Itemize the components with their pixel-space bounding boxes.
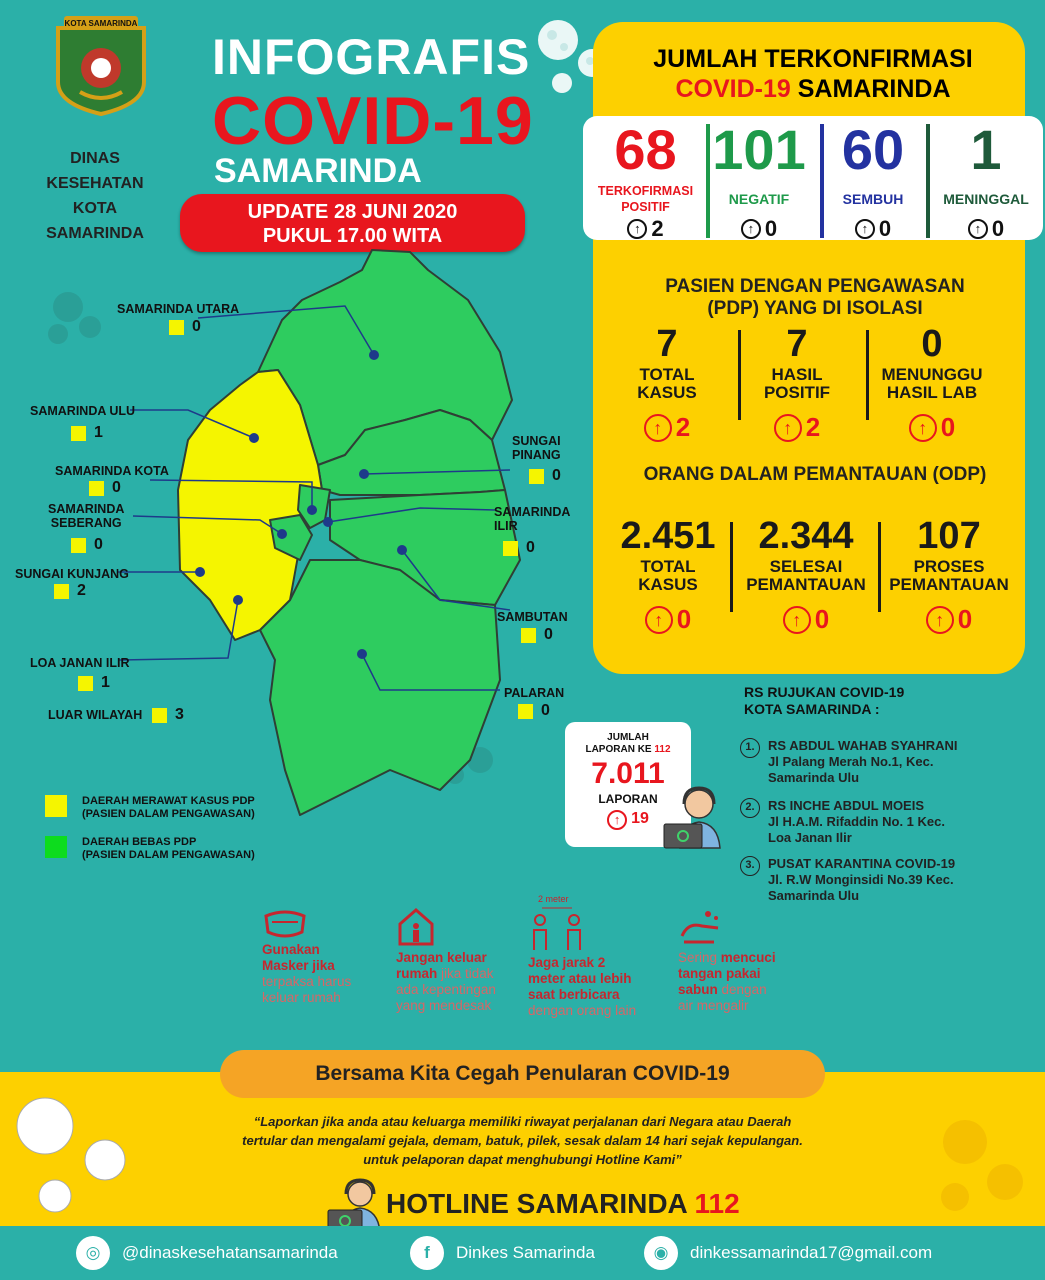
hand-wash-icon [678,906,722,946]
tip-mask: Gunakan Masker jika terpaksa harus keluar rumah [262,942,352,1005]
arrow-up-icon: ↑ [644,414,672,442]
district-label: LUAR WILAYAH [48,708,143,722]
virus-decoration-icon [925,1112,1035,1222]
district-label: SAMARINDA UTARA [117,302,240,316]
district-value: 2 [54,582,86,600]
report-count-box: JUMLAH LAPORAN KE 112 7.011 LAPORAN ↑ 19 [565,722,691,847]
footer-quote: “Laporkan jika anda atau keluarga memiliki riwayat perjalanan dari Negara atau Daerah tertular dan mengalami gejala, demam, batuk, pilek, sesak dalam 14 hari sejak kepulangan. untuk pelaporan dapat menghubungi Hotline Kami” [242,1114,803,1167]
district-value: 0 [529,467,561,485]
arrow-up-icon: ↑ [855,219,875,239]
district-value: 0 [71,536,103,554]
odp-total: 2.451 TOTAL KASUS ↑ 0 [620,515,716,634]
hotline-label: HOTLINE SAMARINDA 112 [386,1188,740,1219]
arrow-up-icon: ↑ [909,414,937,442]
legend-label: DAERAH BEBAS PDP (PASIEN DALAM PENGAWASAN) [82,836,255,861]
email-link[interactable]: ◉ dinkessamarinda17@gmail.com [644,1236,932,1270]
arrow-up-icon: ↑ [645,606,673,634]
stat-negative: 101 NEGATIF ↑ 0 [712,118,806,241]
email-icon: ◉ [644,1236,678,1270]
district-value: 3 [152,706,184,724]
pdp-positive: 7 HASIL POSITIF ↑ 2 [763,323,831,442]
district-value: 0 [169,318,201,336]
facebook-icon: f [410,1236,444,1270]
hospital-item: 3. PUSAT KARANTINA COVID-19 Jl. R.W Monginsidi No.39 Kec. Samarinda Ulu [740,856,955,904]
district-label: SUNGAI KUNJANG [15,567,129,581]
agency-name: DINAS KESEHATAN KOTA SAMARINDA [46,150,144,242]
mask-icon [262,906,308,942]
district-label: PALARAN [504,686,565,700]
instagram-icon: ◎ [76,1236,110,1270]
district-label: LOA JANAN ILIR [30,656,130,670]
district-label: SAMBUTAN [497,610,568,624]
odp-finished: 2.344 SELESAI PEMANTAUAN ↑ 0 [746,515,866,634]
title-covid: COVID-19 [212,83,534,159]
legend-swatch-yellow [45,795,67,817]
arrow-up-icon: ↑ [968,219,988,239]
arrow-up-icon: ↑ [741,219,761,239]
arrow-up-icon: ↑ [607,810,627,830]
tip-stay-home: Jangan keluar rumah jika tidak ada kepentingan yang mendesak [396,950,496,1013]
hospitals-title: RS RUJUKAN COVID-19 KOTA SAMARINDA : [744,684,905,717]
tip-distance: Jaga jarak 2 meter atau lebih saat berbicara dengan orang lain [528,955,637,1018]
district-value: 0 [503,539,535,557]
district-value: 1 [71,424,103,442]
svg-text:KOTA SAMARINDA: KOTA SAMARINDA [64,19,138,28]
call-center-agent-icon [326,1176,382,1232]
district-value: 0 [518,702,550,720]
district-label: SAMARINDA KOTA [55,464,169,478]
social-distance-icon [528,904,586,952]
facebook-link[interactable]: f Dinkes Samarinda [410,1236,595,1270]
call-center-agent-icon [662,784,724,850]
pdp-total: 7 TOTAL KASUS ↑ 2 [637,323,697,442]
arrow-up-icon: ↑ [926,606,954,634]
district-label: SUNGAI PINANG [512,434,561,462]
distance-label: 2 meter [538,894,569,904]
arrow-up-icon: ↑ [783,606,811,634]
district-label: SAMARINDA ILIR [494,505,571,533]
stat-deceased: 1 MENINGGAL ↑ 0 [943,118,1029,241]
district-value: 1 [78,674,110,692]
virus-decoration-icon [5,1088,145,1218]
footer-banner: Bersama Kita Cegah Penularan COVID-19 [220,1050,825,1098]
pdp-waiting: 0 MENUNGGU HASIL LAB ↑ 0 [881,323,983,442]
odp-title: ORANG DALAM PEMANTAUAN (ODP) [643,464,987,485]
pdp-title: PASIEN DENGAN PENGAWASAN (PDP) YANG DI ISOLASI [665,276,965,319]
update-badge: UPDATE 28 JUNI 2020 PUKUL 17.00 WITA [180,194,525,252]
hospital-item: 1. RS ABDUL WAHAB SYAHRANI Jl Palang Merah No.1, Kec. Samarinda Ulu [740,738,957,786]
house-icon [396,906,436,946]
district-value: 0 [89,479,121,497]
legend-swatch-green [45,836,67,858]
district-label: SAMARINDA ULU [30,404,136,418]
title-infografis: INFOGRAFIS [212,29,531,85]
hospital-item: 2. RS INCHE ABDUL MOEIS Jl H.A.M. Rifaddin No. 1 Kec. Loa Janan Ilir [740,798,945,846]
stat-recovered: 60 SEMBUH ↑ 0 [841,118,905,241]
district-value: 0 [521,626,553,644]
stat-positive: 68 TERKOFIRMASI POSITIF ↑ 2 [597,118,694,241]
district-label: SAMARINDA SEBERANG [48,502,125,530]
tip-handwash: Sering mencuci tangan pakai sabun dengan air mengalir [678,950,776,1013]
odp-in-process: 107 PROSES PEMANTAUAN ↑ 0 [889,515,1009,634]
arrow-up-icon: ↑ [774,414,802,442]
arrow-up-icon: ↑ [627,219,647,239]
legend-label: DAERAH MERAWAT KASUS PDP (PASIEN DALAM PENGAWASAN) [82,795,255,820]
title-city: SAMARINDA [214,152,422,190]
confirmed-title: JUMLAH TERKONFIRMASI COVID-19 SAMARINDA [653,45,973,103]
instagram-link[interactable]: ◎ @dinaskesehatansamarinda [76,1236,338,1270]
